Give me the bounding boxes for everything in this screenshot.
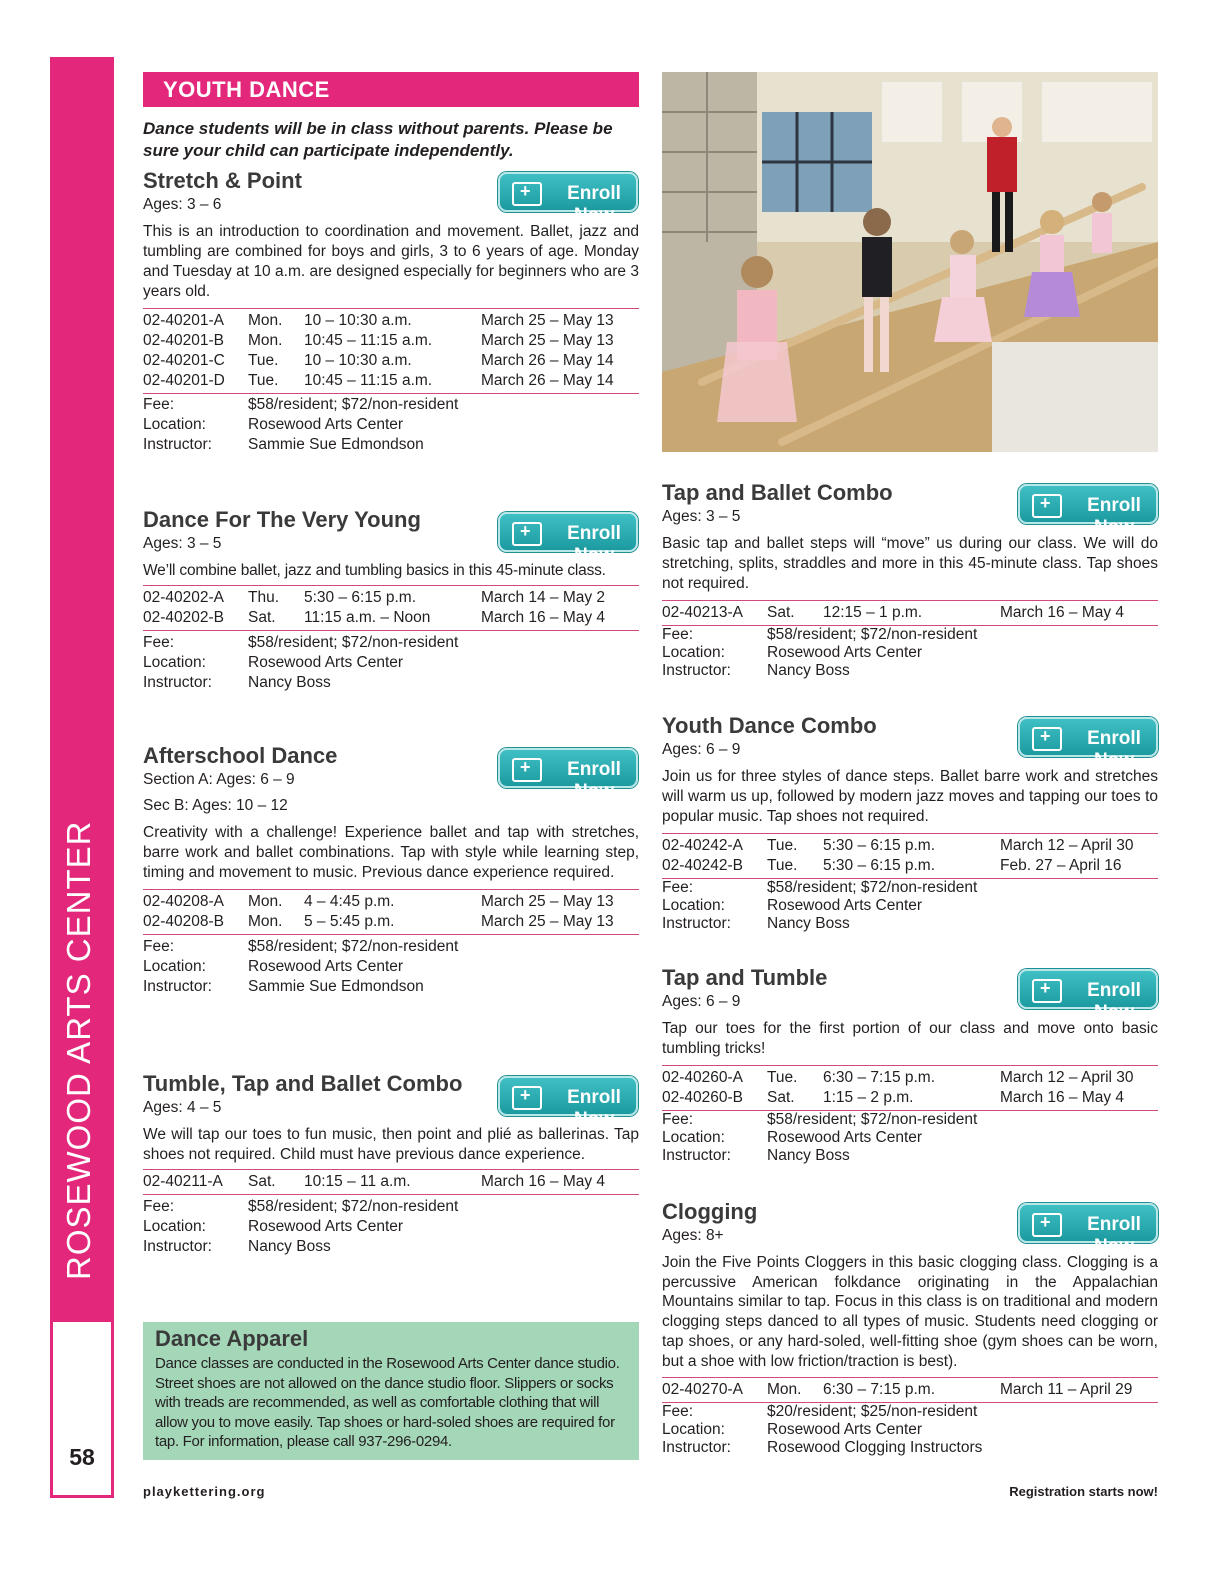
session-row: 02-40201-D Tue. 10:45 – 11:15 a.m. March 26 – May 14 bbox=[143, 372, 614, 389]
session-table bbox=[143, 1169, 639, 1192]
instructor-row: Instructor: Nancy Boss bbox=[662, 1147, 850, 1164]
session-row: 02-40270-A Mon. 6:30 – 7:15 p.m. March 11 – April 29 bbox=[662, 1381, 1133, 1399]
class-title: Dance For The Very Young bbox=[143, 507, 421, 532]
session-row: 02-40260-B Sat. 1:15 – 2 p.m. March 16 – May 4 bbox=[662, 1089, 1125, 1106]
class-description: This is an introduction to coordination and movement. Ballet, jazz and tumbling are combined for boys and girls, 3 to 6 years of age. Monday and Tuesday at 10 a.m. are designed especially for beginners who are 3 years old. bbox=[143, 223, 639, 300]
class-title: Afterschool Dance bbox=[143, 743, 338, 768]
sidebar-band bbox=[50, 57, 114, 1322]
apparel-title: Dance Apparel bbox=[155, 1326, 309, 1351]
class-description: We will tap our toes to fun music, then point and plié as ballerinas. Tap shoes not required. Child must have previous dance experience. bbox=[143, 1126, 639, 1163]
class-title: Youth Dance Combo bbox=[662, 713, 877, 738]
class-ages: Ages: 3 – 5 bbox=[143, 535, 222, 552]
enroll-button-tap-and-ballet-combo[interactable]: + Enroll Now bbox=[1018, 484, 1158, 524]
class-info bbox=[662, 1110, 1158, 1165]
dance-apparel-box bbox=[143, 1322, 639, 1460]
class-description: Creativity with a challenge! Experience ballet and tap with stretches, barre work and ballet combinations. Tap with style while learning step, timing and movement to music. Previous dance experience required. bbox=[143, 824, 639, 881]
class-info bbox=[143, 934, 639, 997]
class-title: Tap and Ballet Combo bbox=[662, 480, 893, 505]
class-title: Tap and Tumble bbox=[662, 965, 828, 990]
instructor-row: Instructor: Nancy Boss bbox=[662, 915, 850, 932]
instructor-row: Instructor: Rosewood Clogging Instructors bbox=[662, 1439, 983, 1457]
enroll-basket-icon bbox=[512, 522, 542, 546]
class-ages: Ages: 3 – 6 bbox=[143, 196, 222, 213]
class-info bbox=[143, 1194, 639, 1257]
class-description: Join us for three styles of dance steps. Ballet barre work and stretches will warm us up, followed by modern jazz moves and tapping our toes to popular music. Tap shoes not required. bbox=[662, 768, 1158, 825]
class-info bbox=[662, 625, 1158, 680]
fee-row: Fee: $58/resident; $72/non-resident bbox=[662, 1111, 978, 1128]
enroll-button-dance-for-the-very-young[interactable]: + Enroll Now bbox=[498, 512, 638, 552]
dance-class-photo-illustration bbox=[662, 72, 1158, 452]
session-row: 02-40242-B Tue. 5:30 – 6:15 p.m. Feb. 27 – April 16 bbox=[662, 857, 1122, 874]
session-row: 02-40213-A Sat. 12:15 – 1 p.m. March 16 – May 4 bbox=[662, 604, 1125, 621]
location-row: Location: Rosewood Arts Center bbox=[662, 897, 923, 914]
fee-row: Fee: $58/resident; $72/non-resident bbox=[143, 396, 459, 413]
session-row: 02-40242-A Tue. 5:30 – 6:15 p.m. March 12 – April 30 bbox=[662, 837, 1134, 854]
enroll-basket-icon bbox=[512, 182, 542, 206]
instructor-row: Instructor: Nancy Boss bbox=[143, 674, 331, 691]
page-number: 58 bbox=[69, 1444, 95, 1470]
fee-row: Fee: $58/resident; $72/non-resident bbox=[662, 879, 978, 896]
section-banner bbox=[143, 72, 639, 107]
location-row: Location: Rosewood Arts Center bbox=[143, 958, 404, 975]
class-ages-section-b: Sec B: Ages: 10 – 12 bbox=[143, 797, 288, 814]
session-row: 02-40201-B Mon. 10:45 – 11:15 a.m. March 25 – May 13 bbox=[143, 332, 614, 349]
session-row: 02-40201-A Mon. 10 – 10:30 a.m. March 25 – May 13 bbox=[143, 312, 614, 329]
location-row: Location: Rosewood Arts Center bbox=[143, 1218, 404, 1235]
class-title: Stretch & Point bbox=[143, 168, 302, 193]
instructor-row: Instructor: Sammie Sue Edmondson bbox=[143, 436, 424, 453]
footer-website-link[interactable]: playkettering.org bbox=[143, 1484, 266, 1499]
class-ages: Ages: 3 – 5 bbox=[662, 508, 741, 525]
session-row: 02-40201-C Tue. 10 – 10:30 a.m. March 26 – May 14 bbox=[143, 352, 614, 369]
class-info bbox=[662, 1402, 1158, 1457]
enroll-button-clogging[interactable]: + Enroll Now bbox=[1018, 1203, 1158, 1243]
fee-row: Fee: $58/resident; $72/non-resident bbox=[662, 626, 978, 643]
session-table bbox=[143, 585, 639, 628]
enroll-button-tap-and-tumble[interactable]: + Enroll Now bbox=[1018, 969, 1158, 1009]
session-row: 02-40260-A Tue. 6:30 – 7:15 p.m. March 12 – April 30 bbox=[662, 1069, 1134, 1086]
class-info bbox=[662, 878, 1158, 933]
enroll-basket-icon bbox=[512, 1086, 542, 1110]
instructor-row: Instructor: Sammie Sue Edmondson bbox=[143, 978, 424, 995]
location-row: Location: Rosewood Arts Center bbox=[143, 416, 404, 433]
location-row: Location: Rosewood Arts Center bbox=[662, 644, 923, 661]
session-table bbox=[662, 833, 1158, 876]
session-row: 02-40208-A Mon. 4 – 4:45 p.m. March 25 – May 13 bbox=[143, 893, 614, 910]
session-table bbox=[143, 308, 639, 391]
fee-row: Fee: $58/resident; $72/non-resident bbox=[143, 938, 459, 955]
enroll-basket-icon bbox=[1032, 979, 1062, 1003]
enroll-button-afterschool-dance[interactable]: + Enroll Now bbox=[498, 748, 638, 788]
intro-note: Dance students will be in class without parents. Please be sure your child can participate independently. bbox=[143, 119, 613, 160]
fee-row: Fee: $58/resident; $72/non-resident bbox=[143, 1198, 459, 1215]
class-title: Clogging bbox=[662, 1199, 758, 1224]
enroll-button-tumble-tap-ballet-combo[interactable]: + Enroll Now bbox=[498, 1076, 638, 1116]
session-table bbox=[143, 889, 639, 932]
footer-registration-note: Registration starts now! bbox=[1009, 1484, 1158, 1499]
class-info bbox=[143, 393, 639, 455]
class-ages: Section A: Ages: 6 – 9 bbox=[143, 771, 295, 788]
session-table bbox=[662, 600, 1158, 623]
class-description: Basic tap and ballet steps will “move” us during our class. We will do stretching, splits, straddles and more in this 45-minute class. Tap shoes not required. bbox=[662, 535, 1158, 592]
session-row: 02-40211-A Sat. 10:15 – 11 a.m. March 16 – May 4 bbox=[143, 1173, 606, 1190]
apparel-text: Dance classes are conducted in the Rosewood Arts Center dance studio. Street shoes are not allowed on the dance studio floor. Slippers or socks with treads are recommended, as well as comfortable clothing that will allow you to move easily. Tap shoes or hard-soled shoes are required for tap. For information, please call 937-296-0294. bbox=[155, 1355, 620, 1450]
class-description: We’ll combine ballet, jazz and tumbling basics in this 45-minute class. bbox=[143, 562, 606, 579]
fee-row: Fee: $58/resident; $72/non-resident bbox=[143, 634, 459, 651]
location-row: Location: Rosewood Arts Center bbox=[662, 1421, 923, 1439]
enroll-button-youth-dance-combo[interactable]: + Enroll Now bbox=[1018, 717, 1158, 757]
location-row: Location: Rosewood Arts Center bbox=[662, 1129, 923, 1146]
session-row: 02-40208-B Mon. 5 – 5:45 p.m. March 25 – May 13 bbox=[143, 913, 614, 930]
session-table bbox=[662, 1065, 1158, 1108]
class-ages: Ages: 8+ bbox=[662, 1227, 724, 1244]
class-title: Tumble, Tap and Ballet Combo bbox=[143, 1071, 463, 1096]
enroll-basket-icon bbox=[512, 758, 542, 782]
instructor-row: Instructor: Nancy Boss bbox=[662, 662, 850, 679]
class-ages: Ages: 6 – 9 bbox=[662, 993, 741, 1010]
page-number-box bbox=[50, 1322, 114, 1498]
session-row: 02-40202-B Sat. 11:15 a.m. – Noon March 16 – May 4 bbox=[143, 609, 606, 626]
enroll-basket-icon bbox=[1032, 727, 1062, 751]
class-description: Join the Five Points Cloggers in this basic clogging class. Clogging is a percussive American folkdance originating in the Appalachian Mountains similar to tap. Focus in this class is on traditional and modern clogging steps danced to all types of music. Students need clogging or tap shoes, or any hard-soled, well-fitting shoe (gym shoes can be worn, but a shoe with low friction/traction is best). bbox=[662, 1254, 1158, 1370]
enroll-basket-icon bbox=[1032, 1213, 1062, 1237]
location-row: Location: Rosewood Arts Center bbox=[143, 654, 404, 671]
instructor-row: Instructor: Nancy Boss bbox=[143, 1238, 331, 1255]
section-title: YOUTH DANCE bbox=[163, 77, 330, 102]
enroll-basket-icon bbox=[1032, 494, 1062, 518]
class-ages: Ages: 4 – 5 bbox=[143, 1099, 222, 1116]
session-row: 02-40202-A Thu. 5:30 – 6:15 p.m. March 14 – May 2 bbox=[143, 589, 606, 606]
session-table bbox=[662, 1377, 1158, 1400]
class-ages: Ages: 6 – 9 bbox=[662, 741, 741, 758]
sidebar-label: ROSEWOOD ARTS CENTER bbox=[60, 820, 97, 1280]
class-info bbox=[143, 630, 639, 693]
enroll-button-stretch-and-point[interactable]: + Enroll Now bbox=[498, 172, 638, 212]
class-description: Tap our toes for the first portion of our class and move onto basic tumbling tricks! bbox=[662, 1020, 1158, 1057]
fee-row: Fee: $20/resident; $25/non-resident bbox=[662, 1403, 978, 1421]
dance-class-photo bbox=[662, 72, 1158, 452]
